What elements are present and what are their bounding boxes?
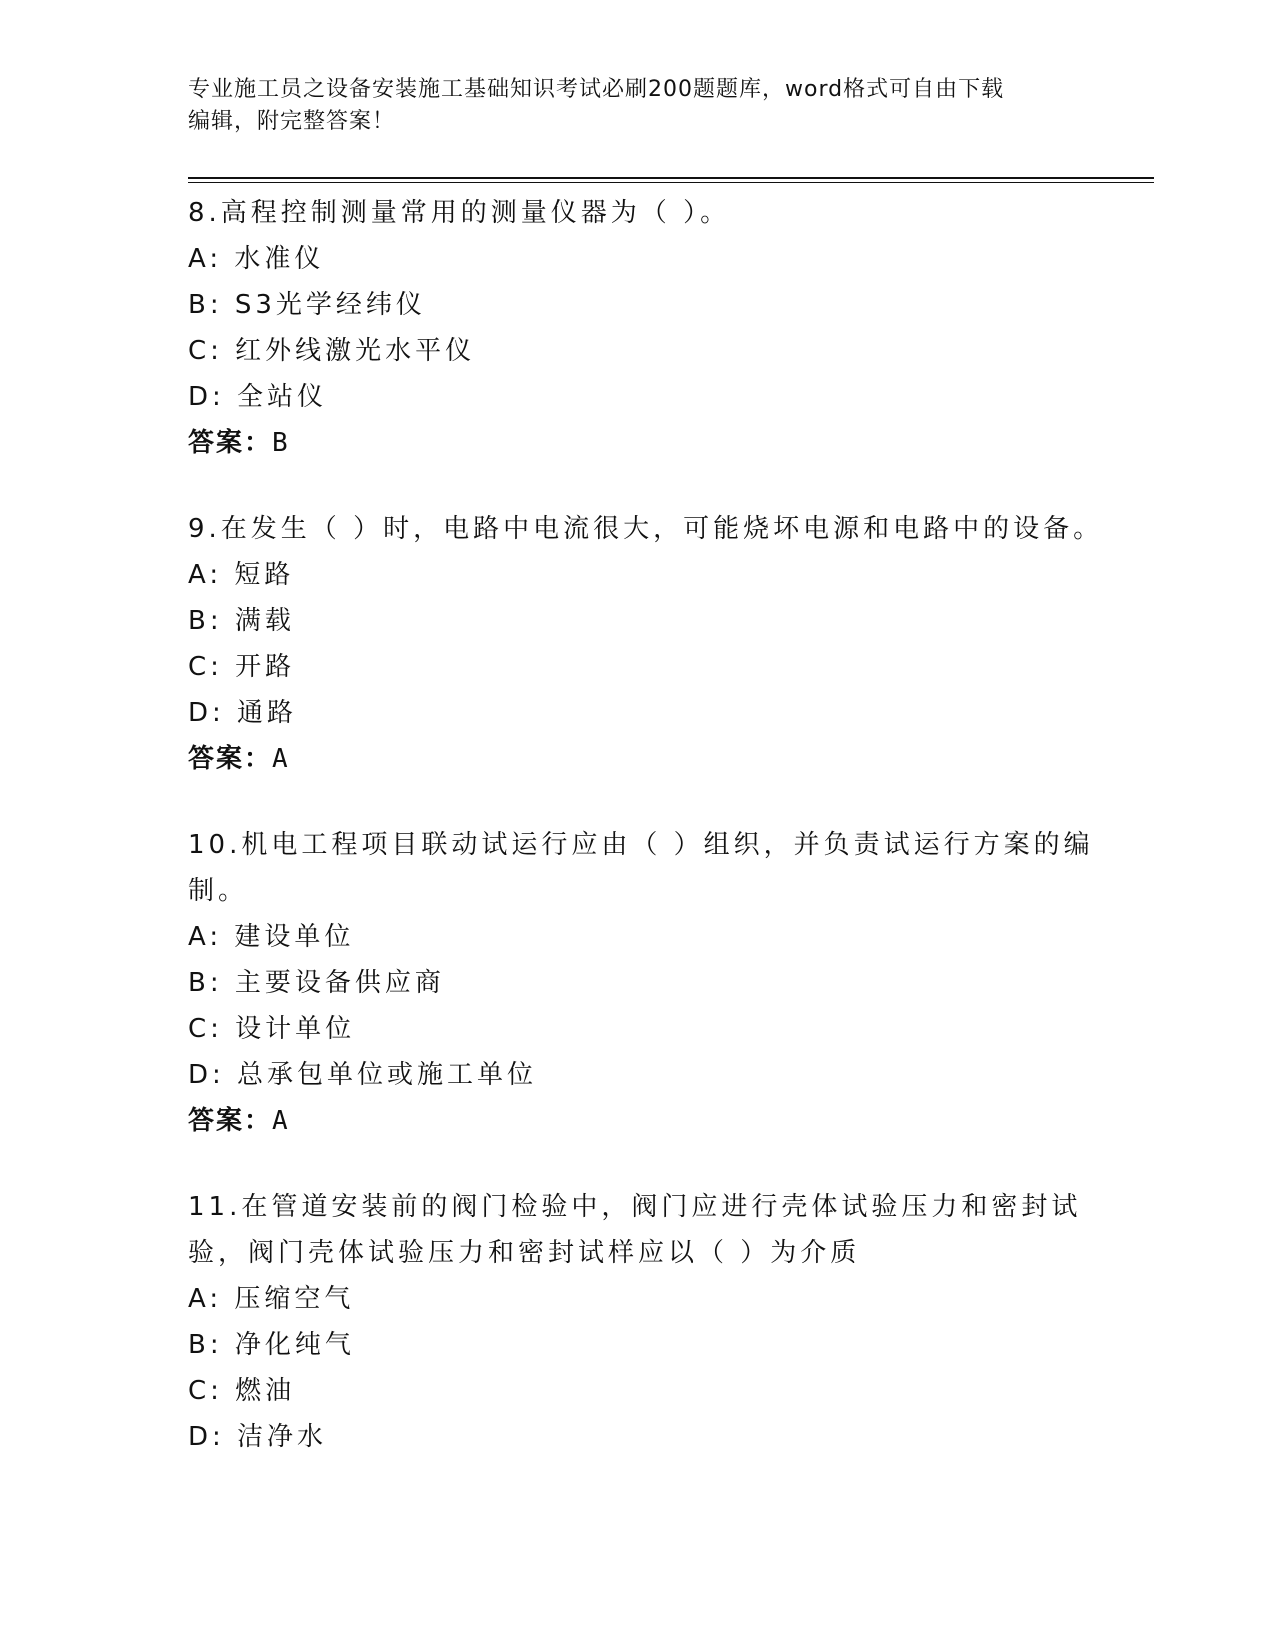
document-header: [188, 74, 1088, 138]
option-a: A: 建设单位: [188, 922, 355, 952]
option-b: B: S3光学经纬仪: [188, 290, 426, 320]
option-c: C: 设计单位: [188, 1014, 356, 1044]
option-d: D: 总承包单位或施工单位: [188, 1060, 538, 1090]
option-b: B: 净化纯气: [188, 1330, 355, 1360]
header-divider-thin: [188, 182, 1154, 183]
option-b: B: 主要设备供应商: [188, 968, 445, 998]
question-text: 8.高程控制测量常用的测量仪器为（ ）。: [188, 198, 731, 228]
answer-label: 答案：: [188, 428, 273, 458]
question-9: [188, 506, 1108, 782]
answer: [188, 736, 1108, 782]
question-text: 10.机电工程项目联动试运行应由（ ）组织，并负责试运行方案的编制。: [188, 830, 1094, 906]
header-divider-thick: [188, 177, 1154, 179]
question-10: [188, 822, 1108, 1144]
option-d: D: 洁净水: [188, 1422, 328, 1452]
question-text: 9.在发生（ ）时，电路中电流很大，可能烧坏电源和电路中的设备。: [188, 514, 1104, 544]
answer: [188, 420, 1108, 466]
header-title-line1: 专业施工员之设备安装施工基础知识考试必刷200题题库，word格式可自由下载: [188, 77, 1005, 102]
option-a: A: 水准仪: [188, 244, 325, 274]
answer-value: B: [272, 428, 290, 458]
option-a: A: 压缩空气: [188, 1284, 355, 1314]
option-d: D: 全站仪: [188, 382, 328, 412]
answer-label: 答案：: [188, 1106, 273, 1136]
question-list: [188, 190, 1108, 1500]
option-b: B: 满载: [188, 606, 295, 636]
answer: [188, 1098, 1108, 1144]
question-8: [188, 190, 1108, 466]
option-c: C: 红外线激光水平仪: [188, 336, 476, 366]
option-c: C: 开路: [188, 652, 296, 682]
question-text: 11.在管道安装前的阀门检验中，阀门应进行壳体试验压力和密封试验，阀门壳体试验压力和密封试样应以（ ）为介质: [188, 1192, 1082, 1268]
header-title-line2: 编辑，附完整答案！: [188, 109, 396, 134]
question-11: [188, 1184, 1108, 1460]
answer-label: 答案：: [188, 744, 273, 774]
option-c: C: 燃油: [188, 1376, 296, 1406]
option-d: D: 通路: [188, 698, 298, 728]
answer-value: A: [272, 744, 290, 774]
answer-value: A: [272, 1106, 290, 1136]
option-a: A: 短路: [188, 560, 295, 590]
